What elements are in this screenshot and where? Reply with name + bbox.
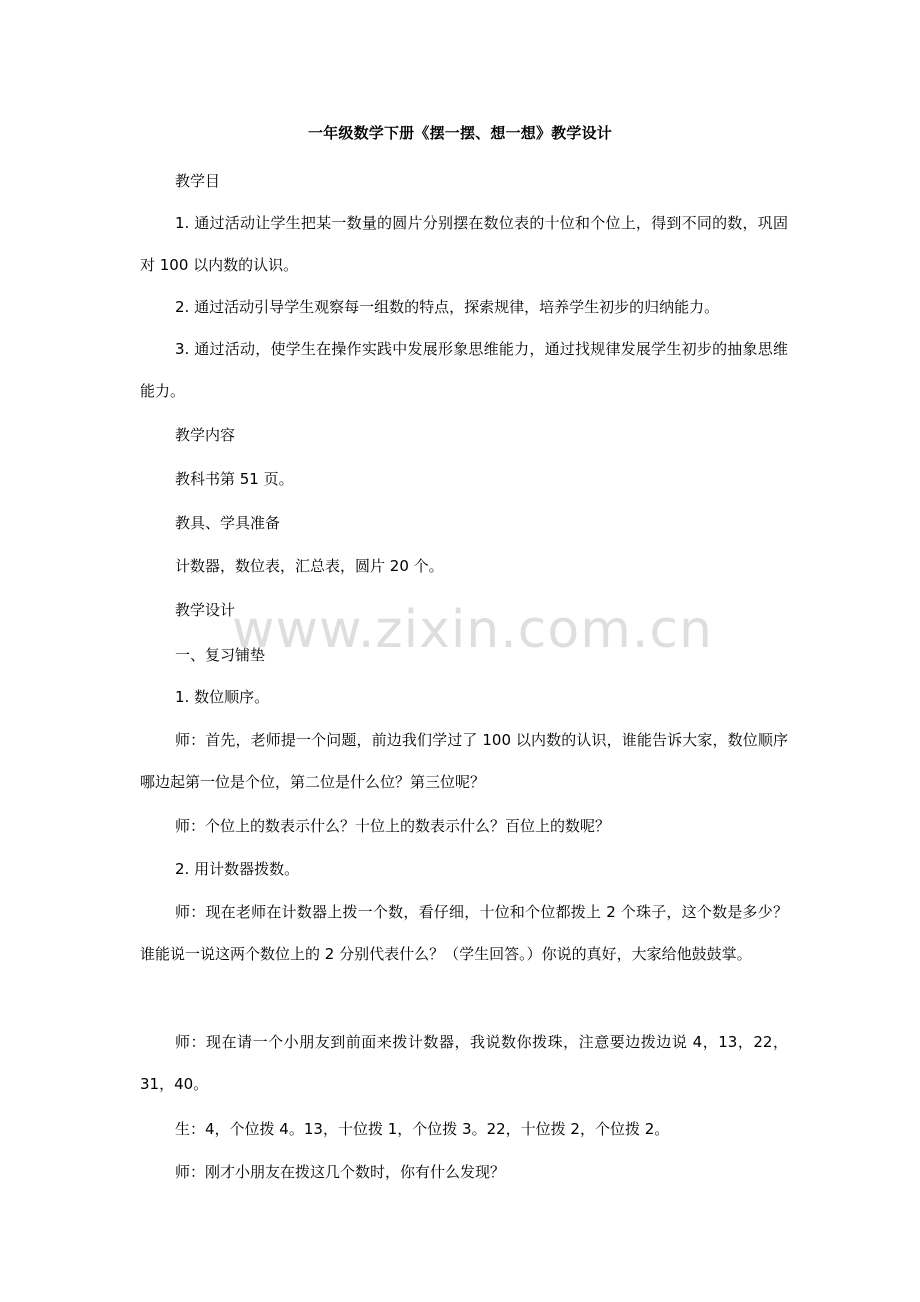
goal-1-paragraph: 1. 通过活动让学生把某一数量的圆片分别摆在数位表的十位和个位上，得到不同的数，巩固对 100 以内数的认识。 xyxy=(140,214,788,274)
teacher-question-3: 师：现在老师在计数器上拨一个数，看仔细，十位和个位都拨上 2 个珠子，这个数是多少？谁能说一说这两个数位上的 2 分别代表什么？（学生回答。）你说的真好，大家给他鼓鼓掌。 xyxy=(140,903,788,963)
textbook-page-paragraph: 教科书第 51 页。 xyxy=(175,470,294,488)
abacus-heading: 2. 用计数器拨数。 xyxy=(175,860,300,878)
heading-teaching-design: 教学设计 xyxy=(175,601,236,619)
watermark: www.zixin.com.cn xyxy=(232,600,713,660)
goal-3-paragraph: 3. 通过活动，使学生在操作实践中发展形象思维能力，通过找规律发展学生初步的抽象思维能力。 xyxy=(140,340,788,400)
heading-teaching-aids: 教具、学具准备 xyxy=(175,514,281,532)
teacher-question-2: 师：个位上的数表示什么？十位上的数表示什么？百位上的数呢？ xyxy=(175,817,611,835)
student-answer: 生：4，个位拨 4。13，十位拨 1，个位拨 3。22，十位拨 2，个位拨 2。 xyxy=(175,1120,670,1138)
teacher-question-5: 师：刚才小朋友在拨这几个数时，你有什么发现？ xyxy=(175,1163,506,1181)
heading-teaching-goals: 教学目 xyxy=(175,172,221,190)
teaching-aids-paragraph: 计数器，数位表，汇总表，圆片 20 个。 xyxy=(175,557,444,575)
goal-2-paragraph: 2. 通过活动引导学生观察每一组数的特点，探索规律，培养学生初步的归纳能力。 xyxy=(175,298,720,316)
teacher-question-4: 师：现在请一个小朋友到前面来拨计数器，我说数你拨珠，注意要边拨边说 4，13，22，31，40。 xyxy=(140,1033,788,1093)
document-title: 一年级数学下册《摆一摆、想一想》教学设计 xyxy=(307,124,612,142)
teacher-question-1: 师：首先，老师提一个问题，前边我们学过了 100 以内数的认识，谁能告诉大家，数位顺序哪边起第一位是个位，第二位是什么位？第三位呢？ xyxy=(140,731,788,791)
digit-order-heading: 1. 数位顺序。 xyxy=(175,688,270,706)
heading-teaching-content: 教学内容 xyxy=(175,426,236,444)
section-review-heading: 一、复习铺垫 xyxy=(175,646,266,664)
